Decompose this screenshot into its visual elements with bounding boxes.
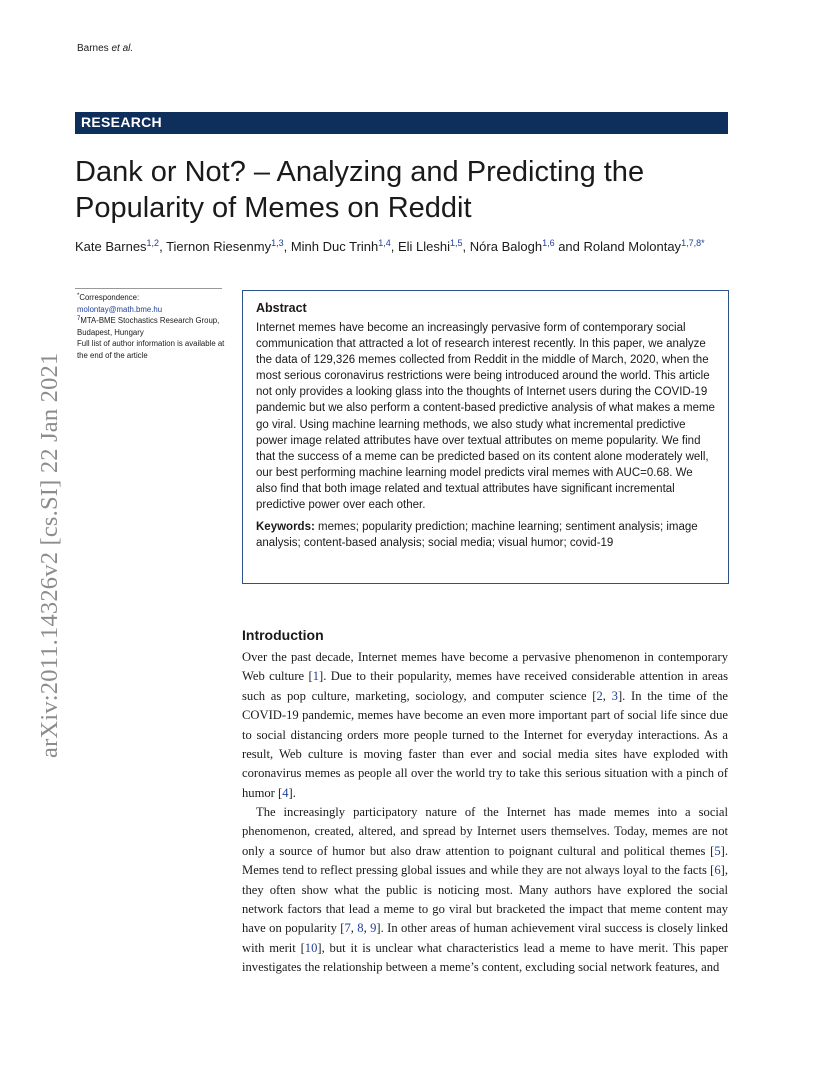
keywords-label: Keywords: (256, 521, 315, 534)
paragraph-text: ], but it is unclear what characteristics lead a meme to have merit. This paper investigates the relationship between a meme’s content, excluding social network features, and (242, 940, 728, 975)
author-name: Minh Duc Trinh (290, 239, 379, 254)
citation-link[interactable]: 3 (611, 688, 618, 703)
author-name: Nóra Balogh (469, 239, 543, 254)
author-separator: , (159, 239, 167, 254)
citation-link[interactable]: 10 (304, 940, 318, 955)
section-label: RESEARCH (81, 114, 162, 130)
keywords-text: memes; popularity prediction; machine learning; sentiment analysis; image analysis; content-based analysis; social media; visual humor; covid-19 (256, 521, 698, 550)
author-name: Kate Barnes (75, 239, 147, 254)
sidenote-divider (75, 288, 222, 289)
paragraph-text: , (602, 688, 612, 703)
paragraph-text: ]. Due to their popularity, memes have received considerable attention in areas such as pop culture, marketing, sociology, and computer science [ (242, 669, 728, 703)
paragraph-text: ], they often show what the public is noticing most. Many authors have explored the social network factors that lead a meme to go viral but bracketed the impact that meme content may have on popularity [ (242, 863, 728, 936)
affiliation-mark: 7 (77, 316, 81, 322)
paragraph-text: ]. Memes tend to reflect pressing global issues and while they are not always loyal to the facts [ (242, 843, 728, 878)
correspondence-line (77, 292, 227, 304)
running-head (77, 43, 133, 54)
author-name: Tiernon Riesenmy (166, 239, 272, 254)
correspondence-email-link[interactable]: molontay@math.bme.hu (77, 304, 163, 314)
author-list (75, 237, 735, 256)
author-affiliation-ref[interactable]: 1,3 (271, 238, 284, 248)
paragraph-text: Over the past decade, Internet memes have become a pervasive phenomenon in contemporary Web culture [ (242, 650, 728, 684)
affiliation-line (77, 315, 227, 338)
sidenotes (77, 292, 227, 361)
abstract-heading: Abstract (256, 301, 307, 315)
author-separator: and (554, 239, 584, 254)
paragraph-text: , (350, 921, 358, 936)
arxiv-identifier-stamp: arXiv:2011.14326v2 [cs.SI] 22 Jan 2021 (36, 352, 63, 758)
author-affiliation-ref[interactable]: 1,2 (146, 238, 160, 248)
correspondence-label: Correspondence: (79, 293, 140, 302)
paragraph-text: ]. In the time of the COVID-19 pandemic, memes have become an even more important part of social life since due to social distancing orders more people turned to the Internet for everyday interactions. As a result, Web culture is moving faster than ever and social media sites have exploded with coronavirus memes as people all over the world try to take this serious situation with a pinch of humor [ (242, 688, 729, 800)
paragraph-text: , (363, 921, 371, 936)
keywords (256, 519, 715, 551)
citation-link[interactable]: 6 (714, 863, 721, 878)
author-name: Roland Molontay (583, 239, 682, 254)
introduction-paragraph-2 (242, 803, 728, 978)
paragraph-text: ]. In other areas of human achievement viral success is closely linked with merit [ (242, 921, 728, 955)
paragraph-text: ]. (288, 785, 296, 800)
section-label-banner (75, 112, 728, 134)
author-info-note: Full list of author information is available at the end of the article (77, 339, 225, 360)
abstract-box (242, 290, 729, 584)
citation-link[interactable]: 7 (344, 921, 351, 936)
citation-link[interactable]: 5 (714, 843, 721, 858)
abstract-text: Internet memes have become an increasingly pervasive form of contemporary social communication that attracted a lot of research interest recently. In this paper, we analyze the data of 129,326 memes collected from Reddit in the middle of March, 2020, when the most serious coronavirus restrictions were being introduced around the world. This article not only provides a looking glass into the thoughts of Internet users during the COVID-19 pandemic but we also perform a content-based predictive analysis of what makes a meme go viral. Using machine learning methods, we also study what incremental predictive power image related attributes have over textual attributes on meme popularity. We find that the success of a meme can be predicted based on its content alone moderately well, our best performing machine learning model predicts viral memes with AUC=0.68. We also find that both image related and textual attributes have significant incremental predictive power over each other. (256, 322, 715, 512)
author-affiliation-ref[interactable]: 1,5 (450, 238, 463, 248)
affiliation-text: MTA-BME Stochastics Research Group, Budapest, Hungary (77, 316, 220, 337)
running-head-author: Barnes (77, 43, 112, 54)
author-name: Eli Lleshi (398, 239, 451, 254)
author-separator: , (283, 239, 291, 254)
citation-link[interactable]: 9 (370, 921, 377, 936)
author-affiliation-ref[interactable]: 1,7,8* (681, 238, 705, 248)
citation-link[interactable]: 8 (357, 921, 364, 936)
author-separator: , (462, 239, 470, 254)
citation-link[interactable]: 1 (312, 669, 319, 684)
running-head-etal: et al. (111, 43, 134, 54)
paper-title: Dank or Not? – Analyzing and Predicting the Popularity of Memes on Reddit (75, 156, 645, 224)
citation-link[interactable]: 2 (596, 688, 603, 703)
citation-link[interactable]: 4 (282, 785, 289, 800)
correspondence-mark: * (77, 293, 80, 299)
introduction-paragraph-1 (242, 648, 728, 803)
author-affiliation-ref[interactable]: 1,4 (378, 238, 391, 248)
author-affiliation-ref[interactable]: 1,6 (542, 238, 555, 248)
author-separator: , (390, 239, 398, 254)
paragraph-text: The increasingly participatory nature of the Internet has made memes into a social phenomenon, created, altered, and spread by Internet users themselves. Today, memes are not only a source of humor but also draw attention to poignant cultural and political themes [ (242, 805, 728, 858)
introduction-heading: Introduction (242, 627, 324, 643)
